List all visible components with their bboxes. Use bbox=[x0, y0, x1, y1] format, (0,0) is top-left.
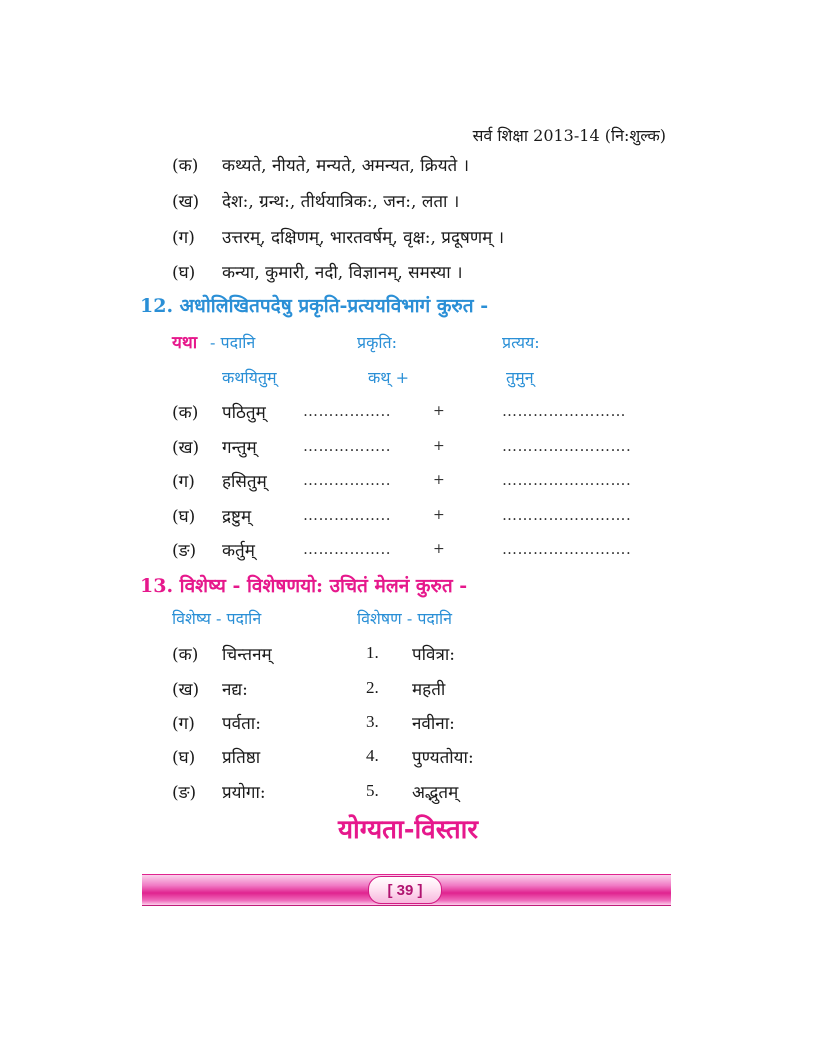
page-header: सर्व शिक्षा 2013-14 (नि:शुल्क) bbox=[472, 126, 666, 145]
match-row-label: (घ) bbox=[172, 748, 196, 768]
list-item-label: (घ) bbox=[172, 263, 196, 283]
table-row-label: (क) bbox=[172, 403, 199, 423]
table-row-word: द्रष्टुम् bbox=[222, 507, 252, 527]
list-item-label: (क) bbox=[172, 156, 199, 176]
question-12-heading: 12. अधोलिखितपदेषु प्रकृति-प्रत्ययविभागं कुरुत - bbox=[140, 295, 489, 317]
match-row-number: 1. bbox=[366, 643, 379, 662]
blank-prakriti: …………….. bbox=[303, 402, 392, 420]
column-header-prakriti: प्रकृति: bbox=[357, 333, 398, 352]
table-row-label: (घ) bbox=[172, 507, 196, 527]
table-row-word: हसितुम् bbox=[222, 472, 267, 492]
list-item-text: कथ्यते, नीयते, मन्यते, अमन्यत, क्रियते । bbox=[222, 156, 470, 176]
match-row-option: अद्भुतम् bbox=[412, 783, 459, 803]
column-header-visheshya: विशेष्य - पदानि bbox=[172, 609, 262, 628]
blank-prakriti: …………….. bbox=[303, 506, 392, 524]
list-item-text: उत्तरम्, दक्षिणम्, भारतवर्षम्, वृक्ष:, प्रदूषणम् । bbox=[222, 228, 505, 248]
match-row-label: (ख) bbox=[172, 680, 200, 700]
list-item-label: (ख) bbox=[172, 192, 200, 212]
yatha-label: यथा bbox=[172, 333, 198, 353]
column-header-visheshana: विशेषण - पदानि bbox=[357, 609, 453, 628]
blank-pratyaya: …………………… bbox=[502, 402, 626, 420]
blank-pratyaya: ……………………. bbox=[502, 506, 632, 524]
match-row-option: पुण्यतोया: bbox=[412, 748, 474, 768]
plus-sign: + bbox=[433, 403, 445, 419]
example-pada: कथयितुम् bbox=[222, 368, 277, 387]
match-row-label: (ग) bbox=[172, 714, 195, 734]
plus-sign: + bbox=[433, 541, 445, 557]
match-row-word: पर्वता: bbox=[222, 714, 261, 734]
blank-prakriti: …………….. bbox=[303, 437, 392, 455]
column-header-pratyaya: प्रत्यय: bbox=[502, 333, 540, 352]
match-row-number: 2. bbox=[366, 678, 379, 697]
match-row-number: 4. bbox=[366, 746, 379, 765]
match-row-option: पवित्रा: bbox=[412, 645, 456, 665]
blank-prakriti: …………….. bbox=[303, 540, 392, 558]
match-row-word: चिन्तनम् bbox=[222, 645, 272, 665]
table-row-label: (ङ) bbox=[172, 541, 197, 561]
table-row-label: (ख) bbox=[172, 438, 200, 458]
match-row-word: नद्य: bbox=[222, 680, 248, 700]
column-header-padani: - पदानि bbox=[210, 333, 256, 352]
page-number-badge: [ 39 ] bbox=[368, 876, 442, 904]
blank-prakriti: …………….. bbox=[303, 471, 392, 489]
section-title: योग्यता-विस्तार bbox=[337, 815, 479, 845]
match-row-label: (ङ) bbox=[172, 783, 197, 803]
example-pratyaya: तुमुन् bbox=[506, 368, 534, 387]
match-row-option: महती bbox=[412, 680, 446, 700]
blank-pratyaya: ……………………. bbox=[502, 471, 632, 489]
list-item-label: (ग) bbox=[172, 228, 195, 248]
table-row-word: गन्तुम् bbox=[222, 438, 257, 458]
plus-sign: + bbox=[433, 438, 445, 454]
example-prakriti: कथ् + bbox=[368, 368, 410, 387]
blank-pratyaya: ……………………. bbox=[502, 540, 632, 558]
match-row-number: 5. bbox=[366, 781, 379, 800]
list-item-text: देश:, ग्रन्थ:, तीर्थयात्रिक:, जन:, लता । bbox=[222, 192, 460, 212]
match-row-number: 3. bbox=[366, 712, 379, 731]
blank-pratyaya: ……………………. bbox=[502, 437, 632, 455]
match-row-word: प्रयोगा: bbox=[222, 783, 266, 803]
list-item-text: कन्या, कुमारी, नदी, विज्ञानम्, समस्या । bbox=[222, 263, 463, 283]
table-row-word: पठितुम् bbox=[222, 403, 266, 423]
table-row-word: कर्तुम् bbox=[222, 541, 255, 561]
plus-sign: + bbox=[433, 507, 445, 523]
table-row-label: (ग) bbox=[172, 472, 195, 492]
match-row-label: (क) bbox=[172, 645, 199, 665]
match-row-option: नवीना: bbox=[412, 714, 455, 734]
question-13-heading: 13. विशेष्य - विशेषणयो: उचितं मेलनं कुरुत - bbox=[140, 575, 468, 597]
match-row-word: प्रतिष्ठा bbox=[222, 748, 261, 768]
plus-sign: + bbox=[433, 472, 445, 488]
